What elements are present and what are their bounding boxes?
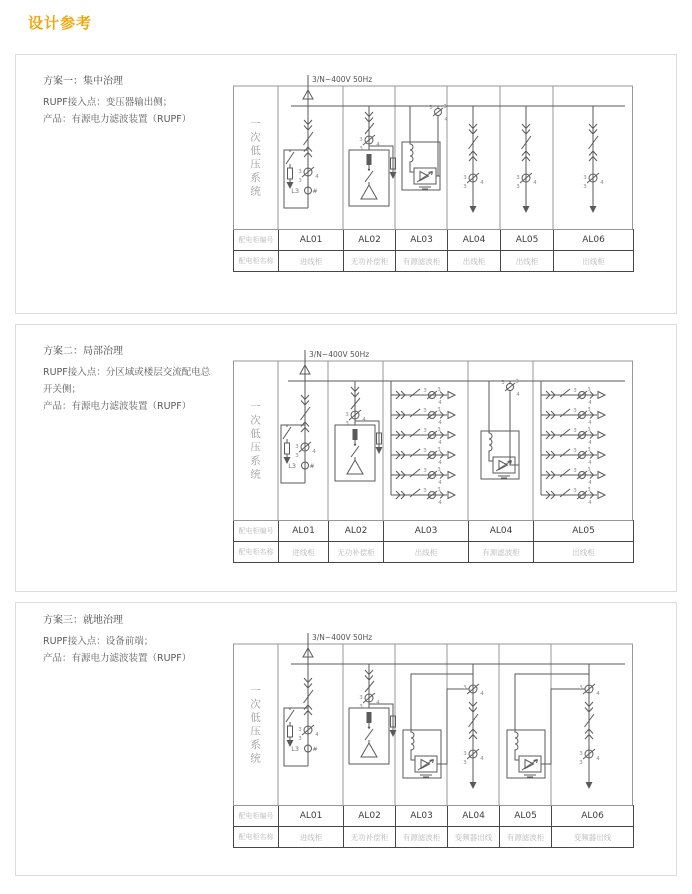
cabinet-id-cell: AL03 (396, 806, 448, 827)
cabinet-name-row (234, 251, 634, 272)
scheme-line: RUPF接入点：变压器输出侧； (43, 97, 173, 108)
bus-voltage-label: 3/N~400V 50Hz (312, 633, 373, 642)
bus-voltage-label: 3/N~400V 50Hz (309, 350, 370, 359)
panel-scheme-1 (15, 54, 677, 314)
row-label-cell: 配电柜编号 (234, 806, 279, 827)
row-label-cell: 配电柜编号 (234, 521, 279, 542)
column-dividers (278, 86, 553, 230)
scheme-line: RUPF接入点：设备前端； (43, 636, 154, 647)
cabinet-table-1 (233, 229, 634, 272)
single-line-diagram-2 (233, 347, 633, 521)
cabinet-name-row (234, 542, 634, 563)
panel-scheme-2 (15, 324, 677, 592)
cabinet-name-cell: 出线柜 (384, 542, 469, 563)
cabinet-id-cell: AL02 (344, 230, 396, 251)
row-label-cell: 配电柜名称 (234, 827, 279, 848)
cabinet-id-cell: AL04 (448, 806, 500, 827)
scheme-line: 开关侧； (43, 384, 82, 395)
column-dividers (278, 361, 533, 521)
cabinet-id-cell: AL04 (469, 521, 534, 542)
cabinet-id-cell: AL05 (501, 230, 554, 251)
diagram-scheme-3 (233, 630, 633, 848)
cabinet-id-cell: AL03 (384, 521, 469, 542)
scheme-description (43, 342, 233, 415)
diagram-scheme-1 (233, 72, 633, 272)
cabinet-name-cell: 无功补偿柜 (344, 827, 396, 848)
row-label-cell: 配电柜编号 (234, 230, 279, 251)
scheme-line: 产品：有源电力滤波装置（RUPF） (43, 114, 192, 125)
cabinet-id-cell: AL05 (500, 806, 552, 827)
diagram-scheme-2 (233, 347, 633, 563)
cabinet-id-cell: AL01 (279, 230, 344, 251)
bus-voltage-label: 3/N~400V 50Hz (312, 75, 373, 84)
cabinet-id-cell: AL01 (279, 521, 329, 542)
column-dividers (278, 644, 551, 806)
cabinet-name-cell: 变频器出线 (448, 827, 500, 848)
cabinet-name-cell: 出线柜 (534, 542, 634, 563)
diagram-frame (234, 644, 633, 806)
scheme-line: RUPF接入点：分区域或楼层交流配电总 (43, 367, 211, 378)
cabinet-id-row (234, 230, 634, 251)
system-label: 一次低压系统 (249, 400, 261, 482)
cabinet-id-cell: AL03 (396, 230, 448, 251)
cabinet-name-cell: 出线柜 (554, 251, 634, 272)
cabinet-name-cell: 有源滤波柜 (396, 827, 448, 848)
cabinet-name-cell: 变频器出线 (552, 827, 634, 848)
diagram-frame (234, 361, 633, 521)
cabinet-id-cell: AL05 (534, 521, 634, 542)
cabinet-id-cell: AL06 (554, 230, 634, 251)
cabinet-name-cell: 进线柜 (279, 827, 344, 848)
scheme-description (43, 611, 233, 667)
rupf-ct-link (510, 391, 519, 466)
cabinet-id-cell: AL02 (344, 806, 396, 827)
row-label-cell: 配电柜名称 (234, 251, 279, 272)
cabinet-name-cell: 进线柜 (279, 251, 344, 272)
single-line-diagram-3 (233, 630, 633, 806)
cabinet-table-3 (233, 805, 634, 848)
system-label: 一次低压系统 (249, 117, 261, 199)
scheme-title: 方案三：就地治理 (43, 615, 123, 626)
cabinet-name-cell: 有源滤波柜 (396, 251, 448, 272)
cabinet-name-cell: 出线柜 (501, 251, 554, 272)
cabinet-table-2 (233, 520, 634, 563)
page-title: 设计参考 (28, 14, 93, 32)
cabinet-name-cell: 出线柜 (448, 251, 501, 272)
scheme-description (43, 72, 233, 128)
system-label: 一次低压系统 (249, 684, 261, 766)
scheme-line: 产品：有源电力滤波装置（RUPF） (43, 653, 192, 664)
cabinet-name-cell: 无功补偿柜 (329, 542, 384, 563)
cabinet-name-row (234, 827, 634, 848)
panel-scheme-3 (15, 602, 677, 876)
cabinet-name-cell: 有源滤波柜 (500, 827, 552, 848)
rupf-feeder-link (411, 674, 473, 730)
single-line-diagram-1 (233, 72, 633, 230)
cabinet-name-cell: 无功补偿柜 (344, 251, 396, 272)
cabinet-id-row (234, 521, 634, 542)
row-label-cell: 配电柜名称 (234, 542, 279, 563)
cabinet-id-row (234, 806, 634, 827)
cabinet-name-cell: 有源滤波柜 (469, 542, 534, 563)
cabinet-id-cell: AL02 (329, 521, 384, 542)
rupf-feeder-link (515, 674, 589, 730)
cabinet-id-cell: AL01 (279, 806, 344, 827)
cabinet-id-cell: AL04 (448, 230, 501, 251)
cabinet-id-cell: AL06 (552, 806, 634, 827)
scheme-line: 产品：有源电力滤波装置（RUPF） (43, 401, 192, 412)
scheme-title: 方案二：局部治理 (43, 346, 123, 357)
cabinet-name-cell: 进线柜 (279, 542, 329, 563)
scheme-title: 方案一：集中治理 (43, 76, 123, 87)
